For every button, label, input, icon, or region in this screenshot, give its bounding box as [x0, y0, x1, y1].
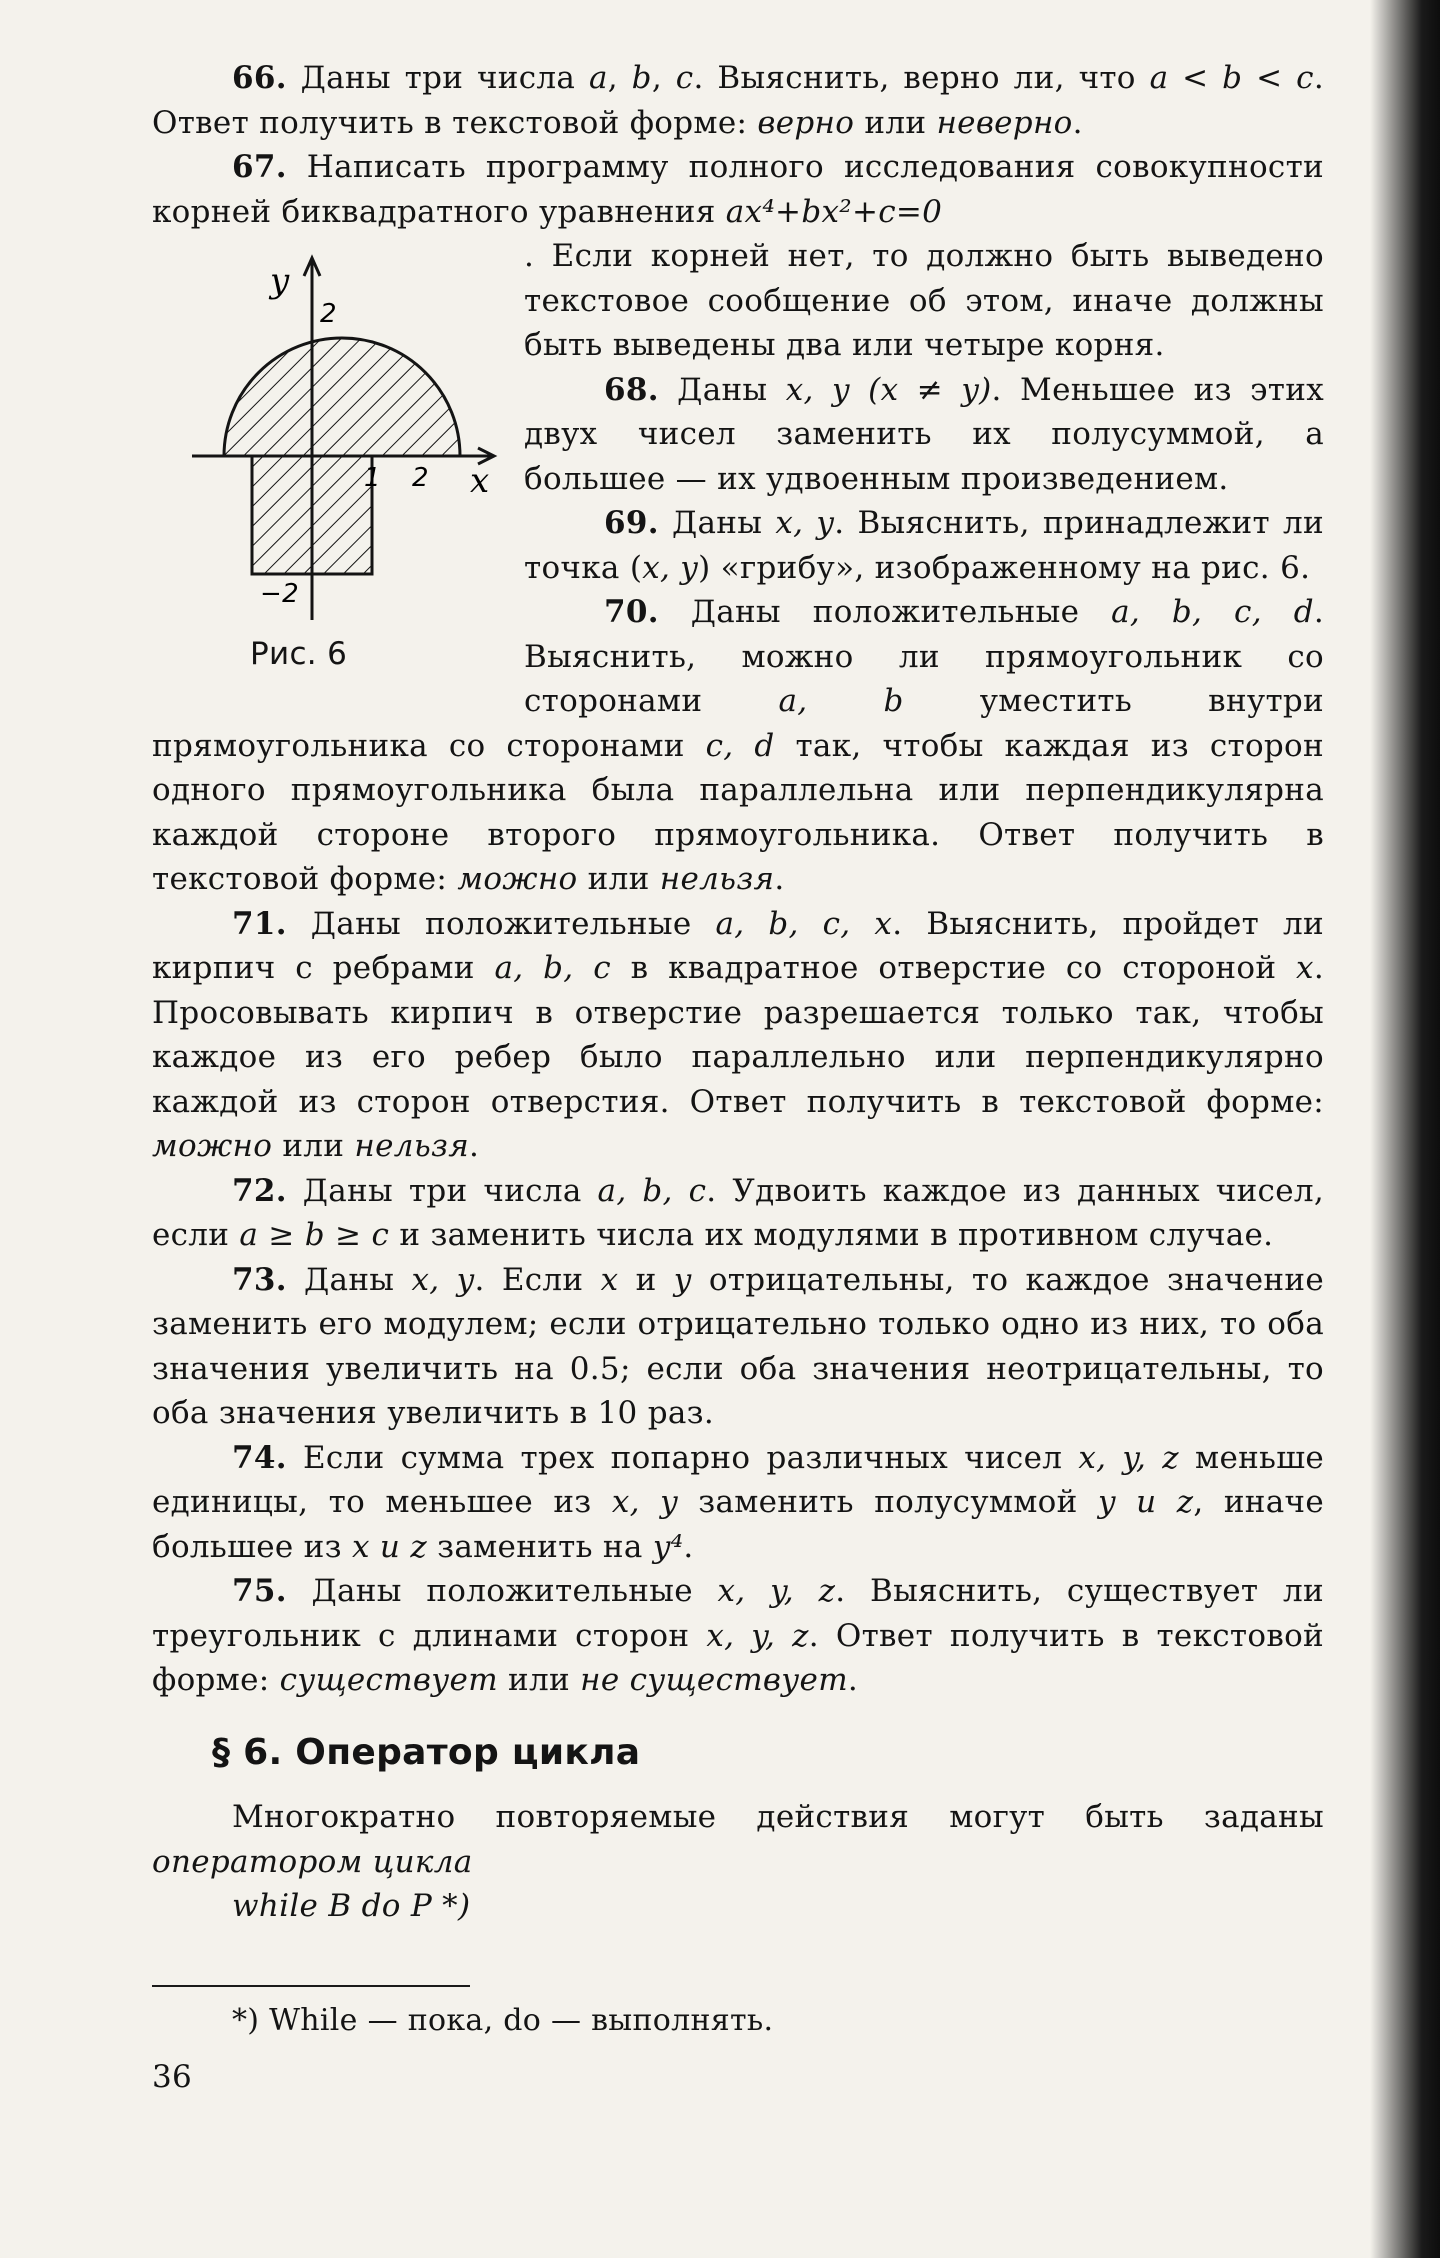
mushroom-cap-shape	[224, 338, 460, 456]
tick-label-y-minus-2: −2	[260, 579, 299, 609]
axis-label-x: x	[470, 461, 490, 501]
problem-66: 66. Даны три числа a, b, c. Выяснить, верно ли, что a < b < c. Ответ получить в текстовой форме: верно или неверно.	[152, 60, 1324, 141]
section-intro: Многократно повторяемые действия могут быть заданы оператором цикла	[152, 1799, 1324, 1880]
page-number: 36	[152, 2059, 193, 2095]
while-statement: while B do P *)	[232, 1888, 471, 1924]
text-column	[152, 56, 1324, 2100]
problem-67: 67. Написать программу полного исследования совокупности корней биквадратного уравнения ax⁴+bx²+c=0	[152, 149, 1324, 230]
tick-label-y-2: 2	[320, 299, 337, 329]
problem-74: 74. Если сумма трех попарно различных чисел x, y, z меньше единицы, то меньшее из x, y заменить полусуммой y и z, иначе большее из x и z заменить на y⁴.	[152, 1439, 1324, 1565]
problem-68: 68. Даны x, y (x ≠ y). Меньшее из этих двух чисел заменить их полусуммой, а большее — их удвоенным произведением.	[524, 371, 1324, 497]
figure-caption: Рис. 6	[250, 636, 348, 672]
section-title: § 6. Оператор цикла	[212, 1731, 641, 1773]
figure-mushroom	[142, 240, 502, 720]
footnote-divider	[152, 1985, 470, 1987]
tick-label-x-2: 2	[412, 463, 429, 493]
problem-71: 71. Даны положительные a, b, c, x. Выяснить, пройдет ли кирпич с ребрами a, b, c в квадратное отверстие со стороной x. Просовывать кирпич в отверстие разрешается только так, чтобы каждое из его ребер было параллельно или перпендикулярно каждой из сторон отверстия. Ответ получить в текстовой форме: можно или нельзя.	[152, 905, 1324, 1164]
problem-75: 75. Даны положительные x, y, z. Выяснить, существует ли треугольник с длинами сторон x, y, z. Ответ получить в текстовой форме: существует или не существует.	[152, 1573, 1325, 1698]
mushroom-diagram	[142, 240, 502, 660]
figure-wrap-block	[152, 145, 1324, 902]
axis-label-y: y	[270, 261, 290, 301]
problem-72: 72. Даны три числа a, b, c. Удвоить каждое из данных чисел, если a ≥ b ≥ c и заменить числа их модулями в противном случае.	[152, 1172, 1324, 1253]
problem-67-cont: . Если корней нет, то должно быть выведено текстовое сообщение об этом, иначе должны быть выведены два или четыре корня.	[524, 238, 1324, 363]
tick-label-x-1: 1	[364, 463, 381, 493]
problem-70: 70. Даны положительные a, b, c, d. Выяснить, можно ли прямоугольник со сторонами a, b уместить внутри прямоугольника со сторонами c, d так, чтобы каждая из сторон одного прямоугольника была параллельна или перпендикулярна каждой стороне второго прямоугольника. Ответ получить в текстовой форме: можно или нельзя.	[152, 594, 1324, 897]
page-edge-shadow	[1370, 0, 1440, 2258]
problem-73: 73. Даны x, y. Если x и y отрицательны, то каждое значение заменить его модулем; если отрицательно только одно из них, то оба значения увеличить на 0.5; если оба значения неотрицательны, то оба значения увеличить в 10 раз.	[152, 1261, 1324, 1431]
problem-69: 69. Даны x, y. Выяснить, принадлежит ли точка (x, y) «грибу», изображенному на рис. 6.	[524, 505, 1324, 586]
footnote: *) While — пока, do — выполнять.	[232, 2002, 774, 2038]
